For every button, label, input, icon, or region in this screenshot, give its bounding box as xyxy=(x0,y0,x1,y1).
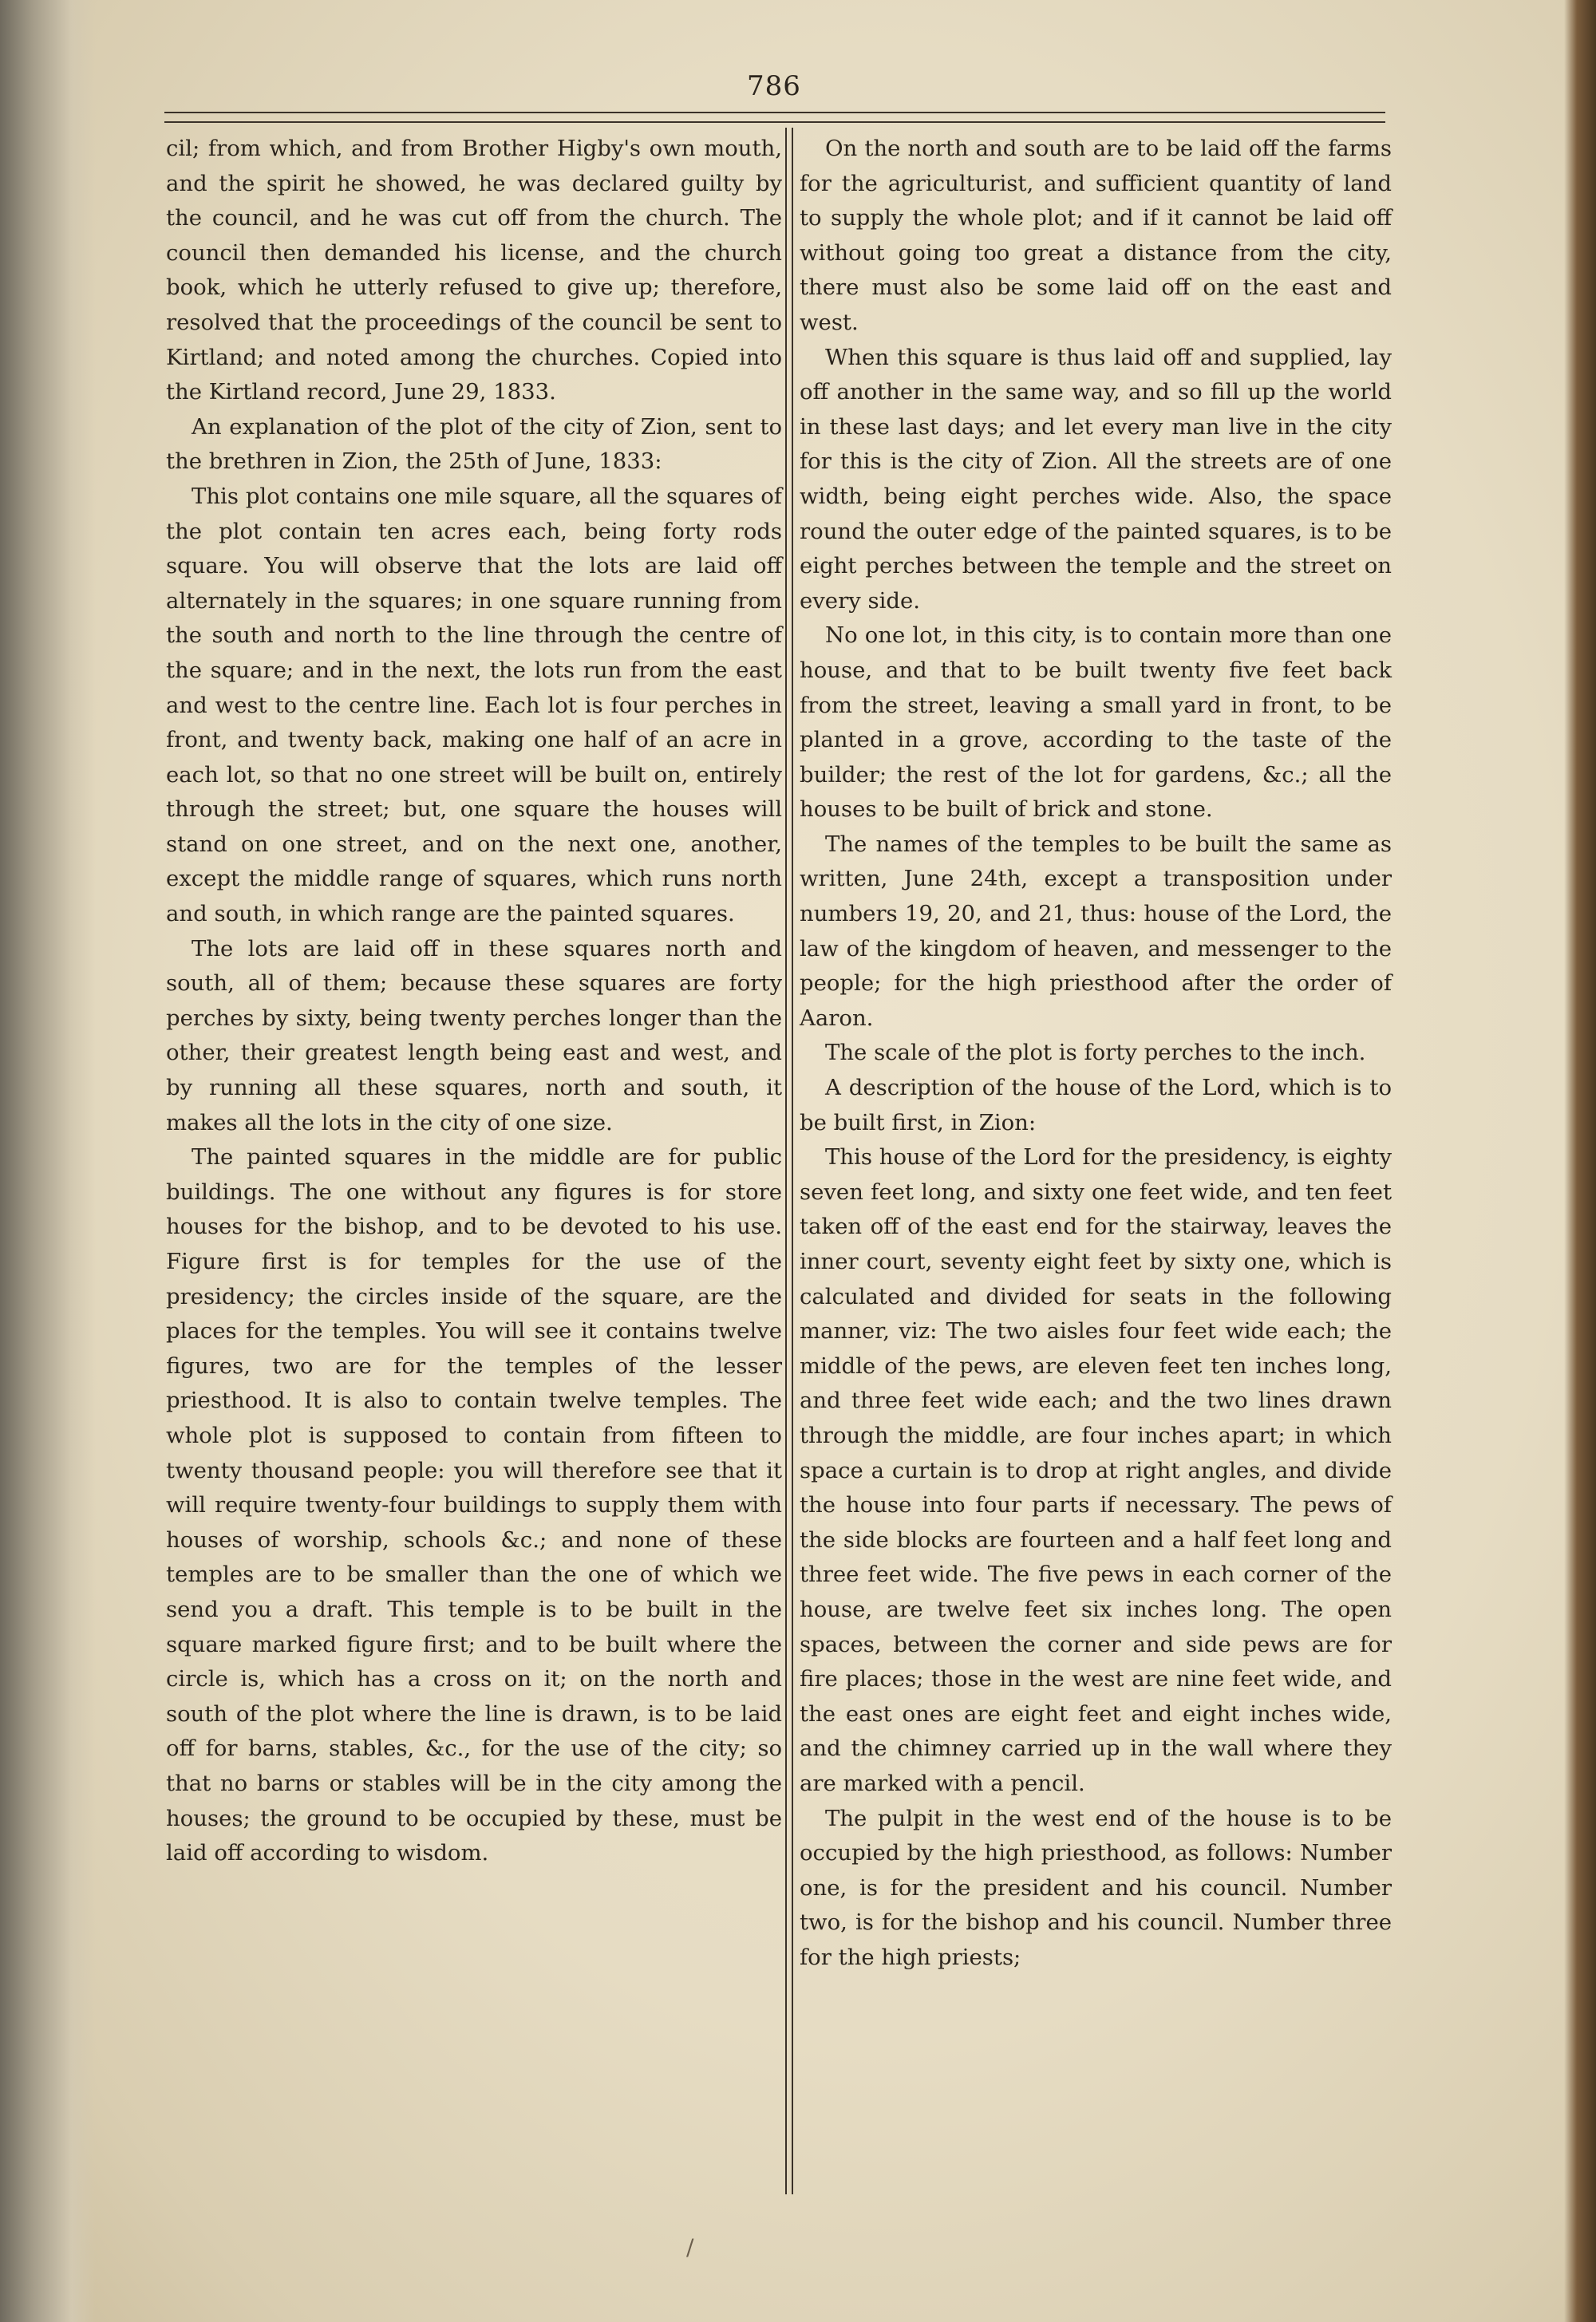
right-paragraph: When this square is thus laid off and supplied, lay off another in the same way, and so fill up the world in these last days; and let every man live in the city for this is the city of Zion. All the streets are of one width, being eight perches wide. Also, the space round the outer edge of the painted squares, is to be eight perches between the temple and the street on every side. xyxy=(800,344,1392,614)
left-paragraph: The lots are laid off in these squares north and south, all of them; because these squares are forty perches by sixty, being twenty perches longer than the other, their greatest length being east and west, and by running all these squares, north and south, it makes all the lots in the city of one size. xyxy=(166,935,782,1135)
column-divider xyxy=(785,128,793,2194)
right-paragraph: A description of the house of the Lord, which is to be built first, in Zion: xyxy=(800,1075,1392,1135)
folio-mark: / xyxy=(686,2234,694,2261)
right-paragraph: The pulpit in the west end of the house is to be occupied by the high priesthood, as follows: Number one, is for the president and his council. Number two, is for the bishop and his council. Number three for the high priests; xyxy=(800,1805,1392,1970)
header-double-rule xyxy=(164,112,1385,123)
left-paragraph: The painted squares in the middle are for public buildings. The one without any figures is for store houses for the bishop, and to be devoted to his use. Figure first is for temples for the use of the presidency; the circles inside of the square, are the places for the temples. You will see it contains twelve figures, two are for the temples of the lesser priesthood. It is also to contain twelve temples. The whole plot is supposed to contain from fifteen to twenty thousand people: you will therefore see that it will require twenty-four buildings to supply them with houses of worship, schools &c.; and none of these temples are to be smaller than the one of which we send you a draft. This temple is to be built in the square marked figure first; and to be built where the circle is, which has a cross on it; on the north and south of the plot where the line is drawn, is to be laid off for barns, stables, &c., for the use of the city; so that no barns or stables will be in the city among the houses; the ground to be occupied by these, must be laid off according to wisdom. xyxy=(166,1144,782,1866)
right-column xyxy=(800,132,1392,2186)
right-paragraph: On the north and south are to be laid off the farms for the agriculturist, and sufficient quantity of land to supply the whole plot; and if it cannot be laid off without going too great a distance from the city, there must also be some laid off on the east and west. xyxy=(800,136,1392,335)
right-paragraph: The names of the temples to be built the same as written, June 24th, except a transposition under numbers 19, 20, and 21, thus: house of the Lord, the law of the kingdom of heaven, and messenger to the people; for the high priesthood after the order of Aaron. xyxy=(800,831,1392,1031)
left-paragraph: This plot contains one mile square, all the squares of the plot contain ten acres each, being forty rods square. You will observe that the lots are laid off alternately in the squares; in one square running from the south and north to the line through the centre of the square; and in the next, the lots run from the east and west to the centre line. Each lot is four perches in front, and twenty back, making one half of an acre in each lot, so that no one street will be built on, entirely through the street; but, one square the houses will stand on one street, and on the next one, another, except the middle range of squares, which runs north and south, in which range are the painted squares. xyxy=(166,483,782,927)
right-paragraph: This house of the Lord for the presidency, is eighty seven feet long, and sixty one feet wide, and ten feet taken off of the east end for the stairway, leaves the inner court, seventy eight feet by sixty one, which is calculated and divided for seats in the following manner, viz: The two aisles four feet wide each; the middle of the pews, are eleven feet ten inches long, and three feet wide each; and the two lines drawn through the middle, are four inches apart; in which space a curtain is to drop at right angles, and divide the house into four parts if necessary. The pews of the side blocks are fourteen and a half feet long and three feet wide. The five pews in each corner of the house, are twelve feet six inches long. The open spaces, between the corner and side pews are for fire places; those in the west are nine feet wide, and the east ones are eight feet and eight inches wide, and the chimney carried up in the wall where they are marked with a pencil. xyxy=(800,1144,1392,1796)
binding-gutter xyxy=(0,0,96,2322)
right-paragraph: No one lot, in this city, is to contain more than one house, and that to be built twenty five feet back from the street, leaving a small yard in front, to be planted in a grove, according to the taste of the builder; the rest of the lot for gardens, &c.; all the houses to be built of brick and stone. xyxy=(800,622,1392,823)
page-edge xyxy=(1564,0,1596,2322)
left-paragraph: cil; from which, and from Brother Higby's own mouth, and the spirit he showed, he was declared guilty by the council, and he was cut off from the church. The council then demanded his license, and the church book, which he utterly refused to give up; therefore, resolved that the proceedings of the council be sent to Kirtland; and noted among the churches. Copied into the Kirtland record, June 29, 1833. xyxy=(166,136,782,405)
right-paragraph: The scale of the plot is forty perches to the inch. xyxy=(825,1040,1366,1066)
page-number: 786 xyxy=(747,70,801,102)
left-column xyxy=(166,132,782,2186)
left-paragraph: An explanation of the plot of the city of Zion, sent to the brethren in Zion, the 25th of June, 1833: xyxy=(166,413,782,475)
